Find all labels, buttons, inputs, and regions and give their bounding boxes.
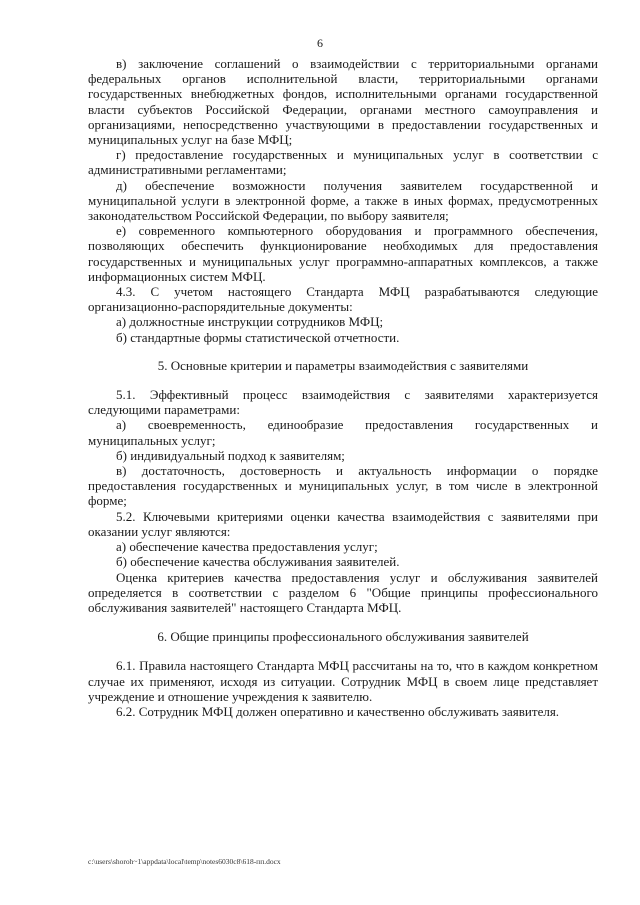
section-4-continuation [88, 56, 598, 345]
list-item-b: б) стандартные формы статистической отчетности. [116, 329, 400, 345]
clause-5-2: 5.2. Ключевыми критериями оценки качества взаимодействия с заявителями при оказании услуг являются: [88, 508, 598, 539]
list-item-v: в) достаточность, достоверность и актуальность информации о порядке предоставления государственных и муниципальных услуг, в том числе в электронной форме; [88, 463, 598, 509]
section-5-heading: 5. Основные критерии и параметры взаимодействия с заявителями [157, 357, 529, 373]
list-item-g: г) предоставление государственных и муниципальных услуг в соответствии с административными регламентами; [88, 147, 598, 178]
clause-4-3: 4.3. С учетом настоящего Стандарта МФЦ разрабатываются следующие организационно-распорядительные документы: [88, 284, 598, 315]
document-body [88, 56, 598, 719]
file-path-footer: c:\users\shoroh~1\appdata\local\temp\notes6030c8\618-пп.docx [88, 857, 281, 866]
list-item-b: б) обеспечение качества обслуживания заявителей. [116, 554, 400, 570]
list-item-d: д) обеспечение возможности получения заявителем государственной и муниципальной услуги в электронной форме, а также в иных формах, предусмотренных законодательством Российской Федерации, по выбору заявителя; [88, 177, 598, 224]
list-item-a: а) обеспечение качества предоставления услуг; [116, 539, 378, 555]
page-number: 6 [317, 36, 323, 50]
clause-5-1: 5.1. Эффективный процесс взаимодействия с заявителями характеризуется следующими параметрами: [88, 387, 598, 418]
clause-6-1: 6.1. Правила настоящего Стандарта МФЦ рассчитаны на то, что в каждом конкретном случае их применяют, исходя из ситуации. Сотрудник МФЦ в своем лице представляет учреждение и отношение учреждения к заявителю. [88, 658, 598, 704]
section-6-body [88, 658, 598, 719]
evaluation-paragraph: Оценка критериев качества предоставления услуг и обслуживания заявителей определяется в соответствии с разделом 6 "Общие принципы профессионального обслуживания заявителей" настоящего Стандарта МФЦ. [88, 569, 598, 615]
section-5-body [88, 387, 598, 615]
clause-6-2: 6.2. Сотрудник МФЦ должен оперативно и качественно обслуживать заявителя. [116, 703, 560, 719]
list-item-a: а) должностные инструкции сотрудников МФЦ; [116, 314, 384, 330]
list-item-e: е) современного компьютерного оборудования и программного обеспечения, позволяющих обеспечить функционирование необходимых для предоставления государственных и муниципальных услуг программно-аппаратных комплексов, а также информационных систем МФЦ. [88, 223, 598, 284]
list-item-v: в) заключение соглашений о взаимодействии с территориальными органами федеральных органов исполнительной власти, территориальными органами государственных внебюджетных фондов, исполнительными органами государственной власти субъектов Российской Федерации, органами местного самоуправления и организациями, непосредственно участвующими в предоставлении государственных и муниципальных услуг на базе МФЦ; [88, 56, 598, 148]
list-item-b: б) индивидуальный подход к заявителям; [116, 447, 345, 463]
section-6-heading: 6. Общие принципы профессионального обслуживания заявителей [157, 629, 529, 645]
list-item-a: а) своевременность, единообразие предоставления государственных и муниципальных услуг; [88, 417, 598, 448]
